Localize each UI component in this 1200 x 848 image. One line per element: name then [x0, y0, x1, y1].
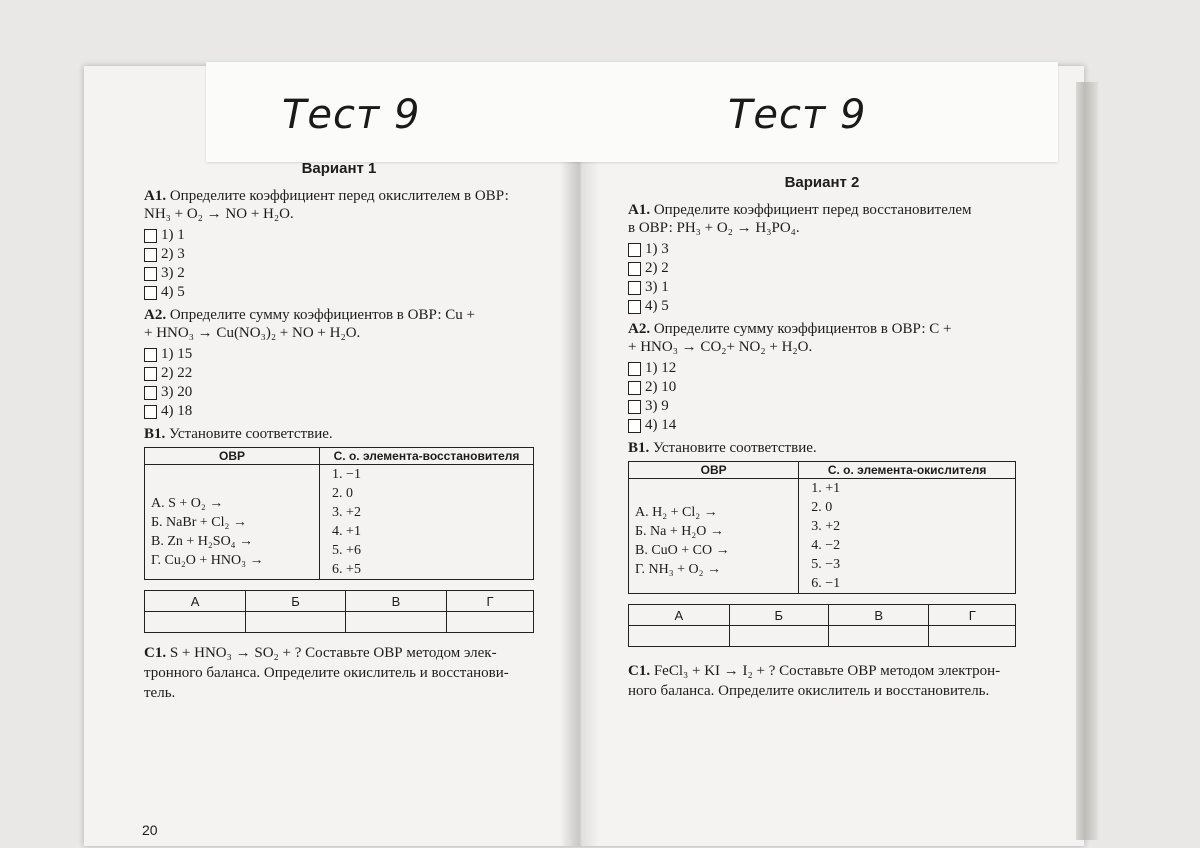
- left-page: [144, 160, 534, 703]
- option-label: 3) 20: [161, 384, 193, 400]
- option-label: 3) 1: [645, 279, 669, 295]
- option-item[interactable]: [628, 240, 1016, 259]
- option-item[interactable]: [144, 226, 534, 245]
- handwritten-title-left: Тест 9: [282, 92, 421, 138]
- option-label: 4) 14: [645, 417, 677, 433]
- answer-header: Г: [446, 591, 533, 612]
- state-item: 6. −1: [811, 576, 841, 591]
- state-item: 3. +2: [332, 505, 361, 520]
- reaction-item: А. H₂ + Cl₂ →: [635, 505, 718, 520]
- checkbox-icon[interactable]: [144, 229, 157, 243]
- state-item: 2. 0: [332, 486, 354, 501]
- answer-header: Б: [246, 591, 346, 612]
- checkbox-icon[interactable]: [628, 362, 641, 376]
- option-item[interactable]: [144, 245, 534, 264]
- checkbox-icon[interactable]: [628, 281, 641, 295]
- answer-header: Г: [929, 605, 1016, 626]
- answer-options: [144, 226, 534, 302]
- answer-options: [628, 359, 1016, 435]
- answer-header: Б: [729, 605, 828, 626]
- question-label: В1.: [144, 426, 166, 442]
- question-label: А2.: [144, 307, 167, 323]
- question-a1: [628, 201, 1016, 219]
- column-header: ОВР: [629, 462, 799, 479]
- option-item[interactable]: [628, 359, 1016, 378]
- question-b1: [144, 425, 534, 443]
- state-list: [320, 465, 534, 580]
- question-c1: [628, 661, 1016, 701]
- checkbox-icon[interactable]: [628, 262, 641, 276]
- question-text: FeCl₃ + KI → I₂ + ? Составьте ОВР методом электрон-: [653, 663, 1001, 679]
- reaction-item: Г. Cu₂O + HNO₃ →: [151, 552, 264, 568]
- state-item: 6. +5: [332, 562, 361, 577]
- option-label: 4) 5: [645, 298, 669, 314]
- page-number: 20: [142, 822, 158, 838]
- option-label: 2) 22: [161, 365, 193, 381]
- question-b1: [628, 439, 1016, 457]
- option-label: 3) 2: [161, 265, 185, 281]
- state-item: 1. +1: [811, 481, 841, 496]
- state-item: 2. 0: [811, 500, 833, 515]
- question-label: А2.: [628, 321, 651, 337]
- checkbox-icon[interactable]: [144, 348, 157, 362]
- equation: в ОВР: PH₃ + O₂ → H₃PO₄.: [628, 220, 800, 236]
- option-item[interactable]: [628, 397, 1016, 416]
- option-label: 4) 18: [161, 403, 193, 419]
- variant-title: Вариант 1: [301, 160, 377, 177]
- question-text: Определите коэффициент перед восстановителем: [653, 202, 972, 218]
- answer-cell[interactable]: [729, 626, 828, 647]
- answer-cell[interactable]: [246, 612, 346, 633]
- question-text: Определите сумму коэффициентов в ОВР: Cu +: [169, 307, 475, 323]
- equation: NH₃ + O₂ → NO + H₂O.: [144, 206, 294, 222]
- page-stack-edge: [1076, 82, 1098, 840]
- answer-header: В: [828, 605, 929, 626]
- answer-header: А: [629, 605, 730, 626]
- column-header: ОВР: [145, 448, 320, 465]
- option-item[interactable]: [628, 297, 1016, 316]
- book-gutter: [560, 66, 600, 846]
- option-label: 1) 3: [645, 241, 669, 257]
- option-item[interactable]: [628, 416, 1016, 435]
- variant-title: Вариант 2: [784, 174, 860, 191]
- question-text: Определите сумму коэффициентов в ОВР: C +: [653, 321, 952, 337]
- question-a2: [144, 306, 534, 324]
- checkbox-icon[interactable]: [144, 248, 157, 262]
- answer-cell[interactable]: [145, 612, 246, 633]
- answer-grid: [628, 604, 1016, 647]
- reaction-item: Г. NH₃ + O₂ →: [635, 562, 722, 577]
- option-item[interactable]: [144, 345, 534, 364]
- question-text: тель.: [144, 685, 176, 701]
- state-item: 5. −3: [811, 557, 841, 572]
- checkbox-icon[interactable]: [144, 386, 157, 400]
- answer-header: В: [345, 591, 446, 612]
- reaction-item: В. Zn + H₂SO₄ →: [151, 533, 254, 549]
- option-label: 1) 1: [161, 227, 185, 243]
- question-text: ного баланса. Определите окислитель и восстановитель.: [628, 683, 990, 699]
- checkbox-icon[interactable]: [144, 405, 157, 419]
- reaction-item: А. S + O₂ →: [151, 495, 224, 511]
- checkbox-icon[interactable]: [628, 300, 641, 314]
- question-c1: [144, 643, 534, 703]
- option-item[interactable]: [144, 402, 534, 421]
- equation: + HNO₃ → Cu(NO₃)₂ + NO + H₂O.: [144, 325, 361, 341]
- question-text: Определите коэффициент перед окислителем в ОВР:: [169, 188, 509, 204]
- checkbox-icon[interactable]: [628, 400, 641, 414]
- question-text: тронного баланса. Определите окислитель и восстанови-: [144, 665, 509, 681]
- handwritten-title-right: Тест 9: [728, 92, 867, 138]
- state-item: 5. +6: [332, 543, 361, 558]
- state-item: 4. −2: [811, 538, 841, 553]
- answer-options: [144, 345, 534, 421]
- equation: + HNO₃ → CO₂+ NO₂ + H₂O.: [628, 339, 813, 355]
- option-item[interactable]: [144, 264, 534, 283]
- question-label: А1.: [628, 202, 651, 218]
- state-item: 4. +1: [332, 524, 361, 539]
- question-text: Установите соответствие.: [653, 440, 817, 456]
- option-item[interactable]: [144, 364, 534, 383]
- option-label: 4) 5: [161, 284, 185, 300]
- option-label: 2) 2: [645, 260, 669, 276]
- reaction-item: В. CuO + CO →: [635, 543, 730, 558]
- column-header: С. о. элемента-окислителя: [799, 462, 1016, 479]
- checkbox-icon[interactable]: [144, 367, 157, 381]
- question-text: Установите соответствие.: [169, 426, 333, 442]
- answer-cell[interactable]: [446, 612, 533, 633]
- checkbox-icon[interactable]: [628, 381, 641, 395]
- answer-grid: [144, 590, 534, 633]
- state-item: 1. −1: [332, 467, 361, 482]
- option-label: 3) 9: [645, 398, 669, 414]
- option-item[interactable]: [628, 278, 1016, 297]
- option-label: 2) 3: [161, 246, 185, 262]
- checkbox-icon[interactable]: [144, 267, 157, 281]
- answer-cell[interactable]: [345, 612, 446, 633]
- state-list: [799, 479, 1016, 594]
- right-page: [628, 174, 1016, 701]
- checkbox-icon[interactable]: [628, 243, 641, 257]
- option-item[interactable]: [628, 378, 1016, 397]
- checkbox-icon[interactable]: [628, 419, 641, 433]
- question-label: В1.: [628, 440, 650, 456]
- question-a2: [628, 320, 1016, 338]
- question-text: S + HNO₃ → SO₂ + ? Составьте ОВР методом элек-: [169, 645, 497, 661]
- option-item[interactable]: [144, 283, 534, 302]
- reaction-list: [629, 479, 799, 594]
- checkbox-icon[interactable]: [144, 286, 157, 300]
- column-header: С. о. элемента-восстановителя: [320, 448, 534, 465]
- reaction-list: [145, 465, 320, 580]
- matching-table: [144, 447, 534, 580]
- option-label: 1) 12: [645, 360, 677, 376]
- answer-options: [628, 240, 1016, 316]
- option-item[interactable]: [144, 383, 534, 402]
- option-label: 2) 10: [645, 379, 677, 395]
- answer-header: А: [145, 591, 246, 612]
- option-label: 1) 15: [161, 346, 193, 362]
- option-item[interactable]: [628, 259, 1016, 278]
- question-label: С1.: [144, 645, 167, 661]
- question-label: С1.: [628, 663, 651, 679]
- answer-cell[interactable]: [929, 626, 1016, 647]
- matching-table: [628, 461, 1016, 594]
- reaction-item: Б. NaBr + Cl₂ →: [151, 514, 247, 530]
- answer-cell[interactable]: [828, 626, 929, 647]
- question-label: А1.: [144, 188, 167, 204]
- state-item: 3. +2: [811, 519, 841, 534]
- reaction-item: Б. Na + H₂O →: [635, 524, 724, 539]
- answer-cell[interactable]: [629, 626, 730, 647]
- question-a1: [144, 187, 534, 205]
